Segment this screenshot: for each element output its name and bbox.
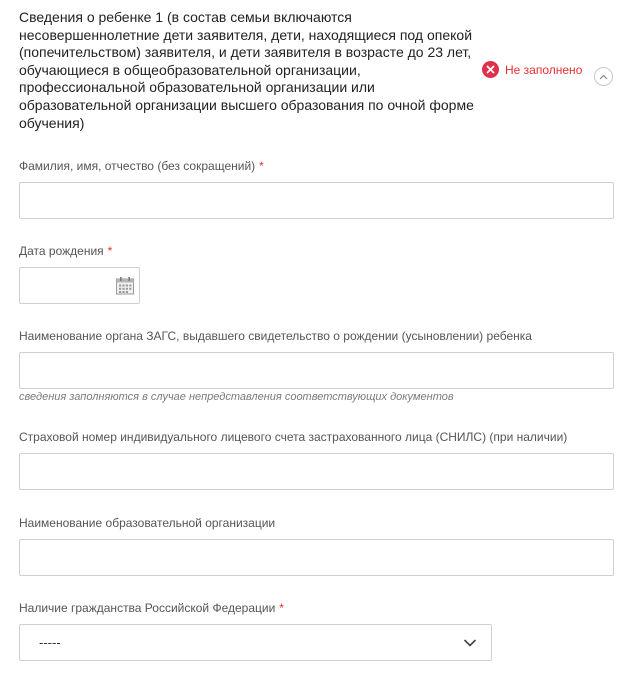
required-mark: * [279,601,284,615]
section-title: Сведения о ребенке 1 (в состав семьи включаются несовершеннолетние дети заявителя, дети, находящиеся под опекой (попечительством) заявителя, и дети заявителя в возрасте до 23 лет, обучающиеся в общеобразовательной организации, профессиональной образовательной организации или образовательной организации высшего образования по очной форме обучения) [19,9,474,131]
chevron-down-icon [463,638,477,648]
status-text: Не заполнено [505,62,583,77]
snils-input[interactable] [19,453,614,490]
birth-date-label-text: Дата рождения [19,244,104,258]
edu-org-label-text: Наименование образовательной организации [19,516,276,530]
full-name-label-text: Фамилия, имя, отчество (без сокращений) [19,159,256,173]
snils-label [19,430,567,444]
zags-hint: сведения заполняются в случае непредставления соответствующих документов [19,391,454,403]
birth-date-label [19,244,112,258]
required-mark: * [259,159,264,173]
edu-org-input[interactable] [19,539,614,576]
status-badge [482,61,582,78]
section-header [19,9,619,139]
citizenship-select[interactable] [19,624,492,661]
zags-label [19,329,532,343]
citizenship-selected-value: ----- [39,635,61,650]
citizenship-label-text: Наличие гражданства Российской Федерации [19,601,276,615]
zags-label-text: Наименование органа ЗАГС, выдавшего свидетельство о рождении (усыновлении) ребенка [19,329,532,343]
collapse-button[interactable] [594,67,613,86]
full-name-label [19,159,264,173]
error-circle-icon [482,61,499,78]
chevron-up-icon [599,74,608,80]
full-name-input[interactable] [19,182,614,219]
zags-input[interactable] [19,352,614,389]
calendar-icon[interactable] [115,276,135,296]
birth-date-input[interactable] [20,268,110,303]
edu-org-label [19,516,275,530]
required-mark: * [107,244,113,258]
citizenship-label [19,601,284,615]
snils-label-text: Страховой номер индивидуального лицевого счета застрахованного лица (СНИЛС) (при наличии) [19,430,568,444]
birth-date-field [19,267,140,304]
